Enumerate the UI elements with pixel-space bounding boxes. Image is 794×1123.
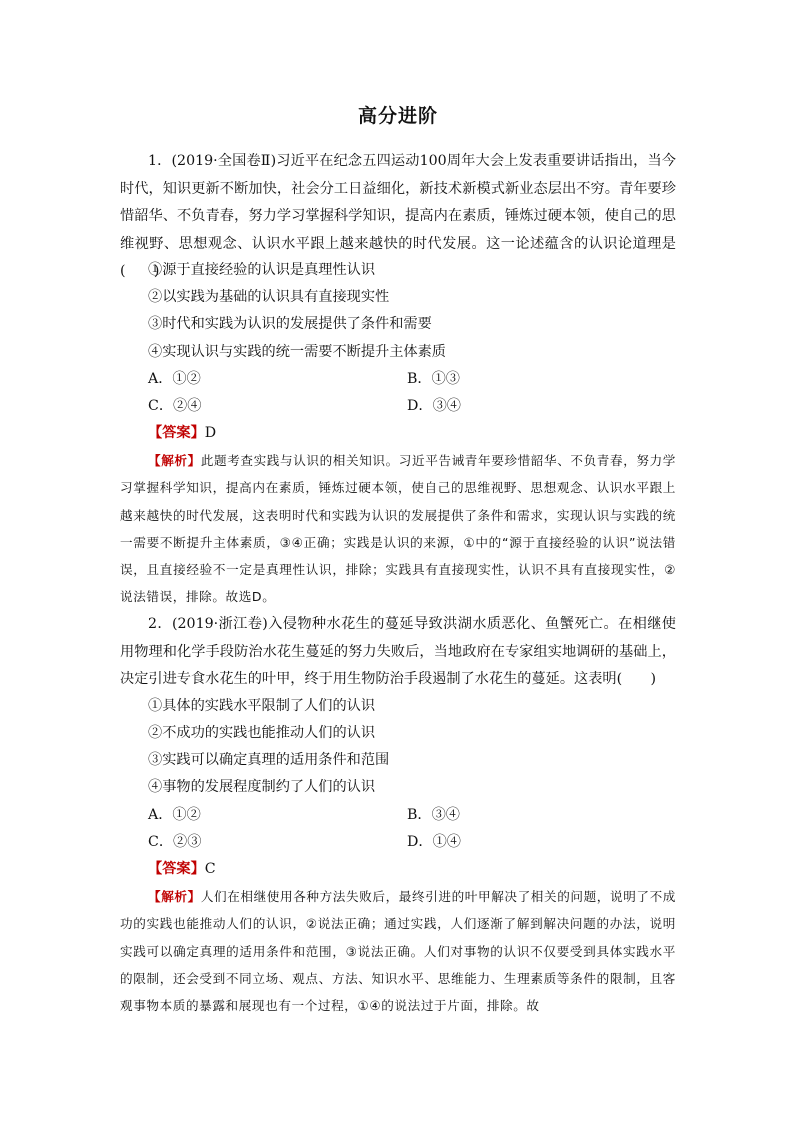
analysis-text: 人们在相继使用各种方法失败后，最终引进的叶甲解决了相关的问题，说明了不成功的实践也能推动人们的认识，②说法正确；通过实践，人们逐渐了解到解决问题的办法，说明实践可以确定真理的适用条件和范围，③说法正确。人们对事物的认识不仅要受到具体实践水平的限制，还会受到不同立场、观点、方法、知识水平、思维能力、生理素质等条件的限制，且客观事物本质的暴露和展现也有一个过程，①④的说法过于片面，排除。故 xyxy=(120,889,676,1014)
question-1-choice-b: B．①③ xyxy=(407,371,460,387)
answer-value: C xyxy=(204,861,216,877)
question-2-choice-a: A．①② xyxy=(148,807,201,823)
question-2-choice-c: C．②③ xyxy=(148,834,202,850)
question-1-option-4: ④实现认识与实践的统一需要不断提升主体素质 xyxy=(148,344,446,360)
page-title: 高分进阶 xyxy=(357,105,438,127)
question-2-answer xyxy=(148,856,216,884)
question-1-choice-a: A．①② xyxy=(148,371,201,387)
question-1-choice-c: C．②④ xyxy=(148,398,202,414)
answer-tag: 【答案】 xyxy=(148,861,205,877)
question-2-analysis xyxy=(120,883,676,1019)
question-1-option-1: ①源于直接经验的认识是真理性认识 xyxy=(148,262,376,278)
question-1-stem: 1．(2019·全国卷Ⅱ)习近平在纪念五四运动100周年大会上发表重要讲话指出，当今时代，知识更新不断加快，社会分工日益细化，新技术新模式新业态层出不穷。青年要珍惜韶华、不负青春，努力学习掌握科学知识，提高内在素质，锤炼过硬本领，使自己的思维视野、思想观念、认识水平跟上越来越快的时代发展。这一论述蕴含的认识论道理是( ) xyxy=(120,153,676,279)
question-1-option-2: ②以实践为基础的认识具有直接现实性 xyxy=(148,289,390,305)
question-1-answer xyxy=(148,420,216,448)
question-2-choice-d: D．①④ xyxy=(407,834,461,850)
question-2-choice-b: B．③④ xyxy=(407,807,460,823)
question-1-analysis xyxy=(120,447,676,611)
question-2-option-2: ②不成功的实践也能推动人们的认识 xyxy=(148,725,376,741)
question-2-stem: 2．(2019·浙江卷)入侵物种水花生的蔓延导致洪湖水质恶化、鱼蟹死亡。在相继使用物理和化学手段防治水花生蔓延的努力失败后，当地政府在专家组实地调研的基础上，决定引进专食水花生的叶甲，终于用生物防治手段遏制了水花生的蔓延。这表明( ) xyxy=(120,616,676,687)
question-1-choice-d: D．③④ xyxy=(407,398,461,414)
analysis-tag: 【解析】 xyxy=(148,889,201,904)
answer-value: D xyxy=(204,425,217,441)
question-2-option-4: ④事物的发展程度制约了人们的认识 xyxy=(148,779,376,795)
analysis-tag: 【解析】 xyxy=(148,453,201,468)
question-2-option-1: ①具体的实践水平限制了人们的认识 xyxy=(148,698,376,714)
analysis-text: 此题考查实践与认识的相关知识。习近平告诫青年要珍惜韶华、不负青春，努力学习掌握科学知识，提高内在素质，锤炼过硬本领，使自己的思维视野、思想观念、认识水平跟上越来越快的时代发展，这表明时代和实践为认识的发展提供了条件和需求，实现认识与实践的统一需要不断提升主体素质，③④正确；实践是认识的来源，①中的“源于直接经验的认识”说法错误，且直接经验不一定是真理性认识，排除；实践具有直接现实性，认识不具有直接现实性，②说法错误，排除。故选D。 xyxy=(120,453,676,605)
question-1-option-3: ③时代和实践为认识的发展提供了条件和需要 xyxy=(148,316,432,332)
answer-tag: 【答案】 xyxy=(148,425,205,441)
question-2-option-3: ③实践可以确定真理的适用条件和范围 xyxy=(148,752,390,768)
